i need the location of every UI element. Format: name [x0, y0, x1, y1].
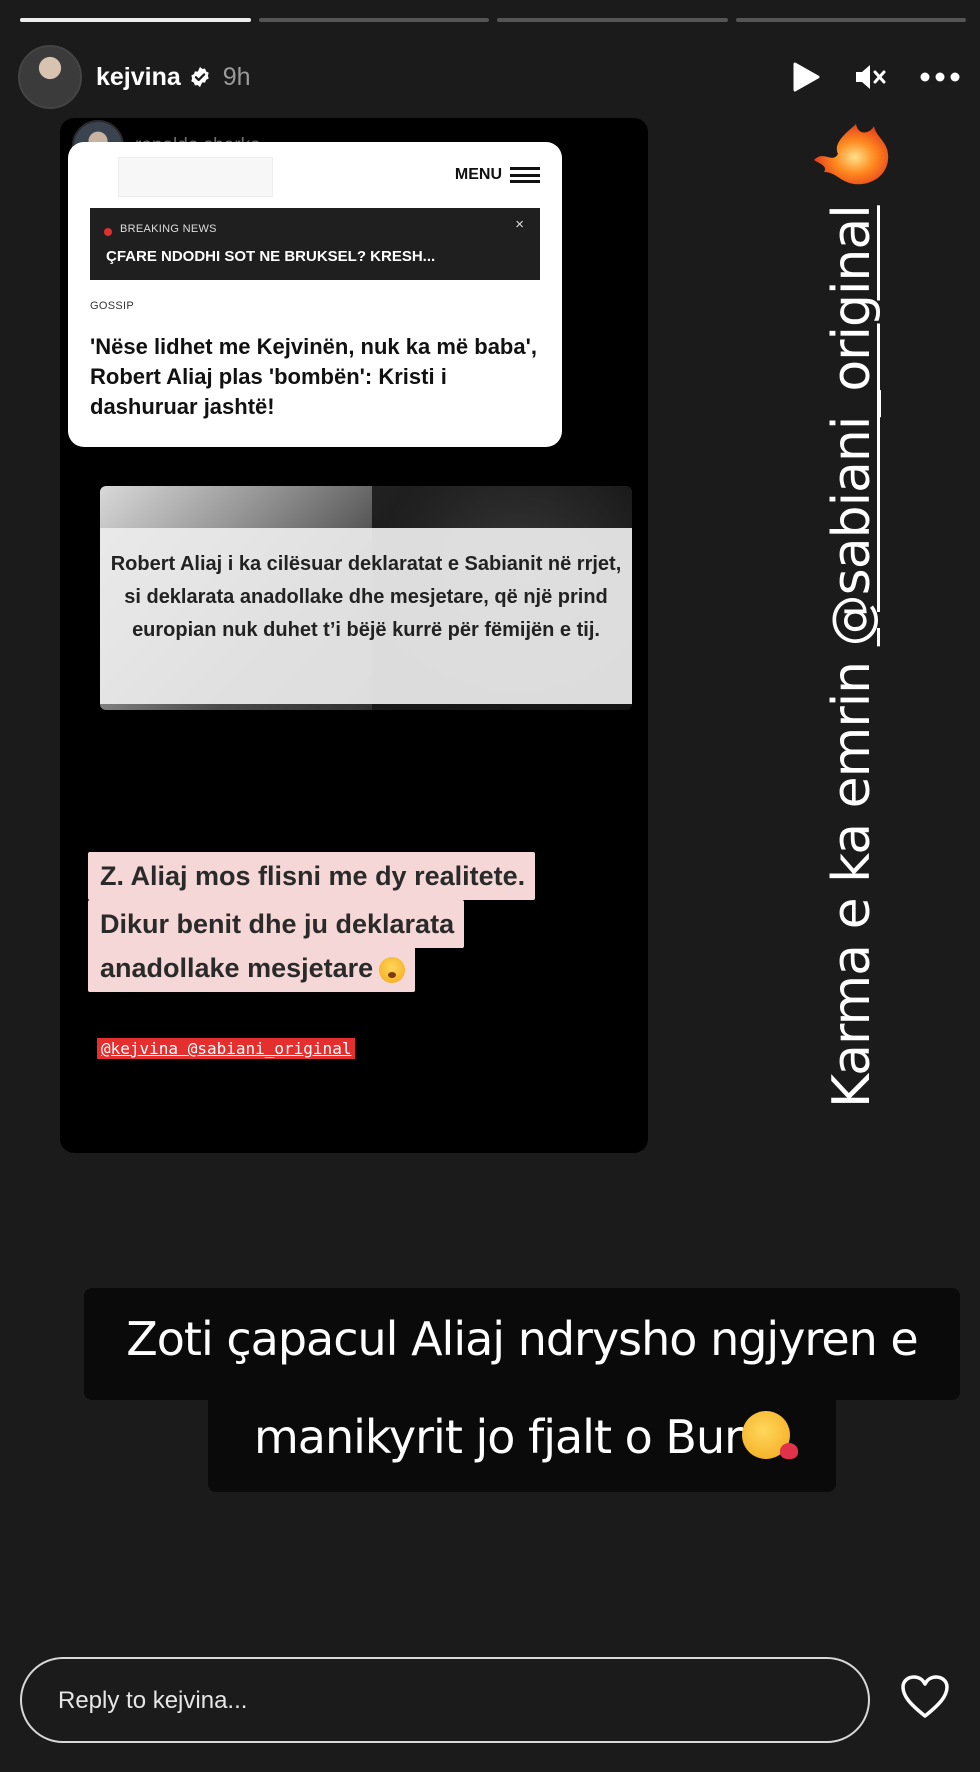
progress-segment [259, 18, 490, 22]
caption-line-2: manikyrit jo fjalt o Bur [253, 1410, 743, 1464]
menu-label: MENU [454, 166, 502, 183]
mention-tags[interactable]: @kejvina @sabiani_original [97, 1038, 355, 1059]
comment-line [88, 944, 415, 992]
play-icon[interactable] [792, 62, 820, 92]
progress-fill [20, 18, 251, 22]
hamburger-icon [510, 167, 540, 183]
close-icon: × [515, 216, 524, 233]
news-category: GOSSIP [90, 300, 134, 312]
side-caption-handle[interactable]: @sabiani_original [822, 205, 882, 647]
progress-segment [20, 18, 251, 22]
comment-line-2: Dikur benit dhe ju deklarata [100, 909, 455, 939]
post-time: 9h [222, 62, 251, 91]
story-progress [20, 18, 966, 22]
quote-image [100, 486, 632, 710]
more-icon[interactable] [920, 72, 960, 82]
live-dot-icon [104, 228, 112, 236]
comment-line [88, 900, 464, 948]
reply-bar [20, 1657, 870, 1743]
news-screenshot [68, 142, 562, 447]
story-header [18, 46, 960, 108]
mute-icon[interactable] [854, 63, 886, 91]
heart-icon[interactable] [900, 1674, 950, 1720]
comment-line [88, 852, 535, 900]
side-caption [822, 205, 882, 1108]
news-menu [455, 166, 540, 184]
weary-face-emoji-icon [379, 957, 405, 983]
fire-emoji-icon [810, 120, 892, 188]
comment-line-3: anadollake mesjetare [100, 953, 374, 983]
quote-text: Robert Aliaj i ka cilësuar deklaratat e Sabianit në rrjet, si deklarata anadollake dhe mesjetare, që një prind europian nuk duhet t’i bëjë kurrë për fëmijën e tij. [110, 553, 622, 641]
username[interactable]: kejvina [96, 62, 181, 91]
kiss-emoji-icon [742, 1411, 790, 1459]
breaking-headline: ÇFARE NDODHI SOT NE BRUKSEL? KRESH... [106, 248, 436, 265]
avatar[interactable] [18, 45, 82, 109]
caption-line-2-wrap [84, 1410, 960, 1464]
caption-line-1: Zoti çapacul Aliaj ndrysho ngjyren e [126, 1312, 918, 1366]
progress-segment [497, 18, 728, 22]
breaking-tag: BREAKING NEWS [120, 223, 217, 235]
reply-input[interactable] [58, 1683, 818, 1719]
breaking-news-banner [90, 208, 540, 280]
side-caption-prefix: Karma e ka emrin [822, 646, 882, 1108]
redacted-logo [118, 157, 273, 197]
news-title: 'Nëse lidhet me Kejvinën, nuk ka më baba', Robert Aliaj plas 'bombën': Kristi i dashuruar jashtë! [90, 334, 537, 419]
progress-segment [736, 18, 967, 22]
verified-badge-icon [189, 66, 211, 88]
comment-line-1: Z. Aliaj mos flisni me dy realitete. [100, 861, 526, 891]
